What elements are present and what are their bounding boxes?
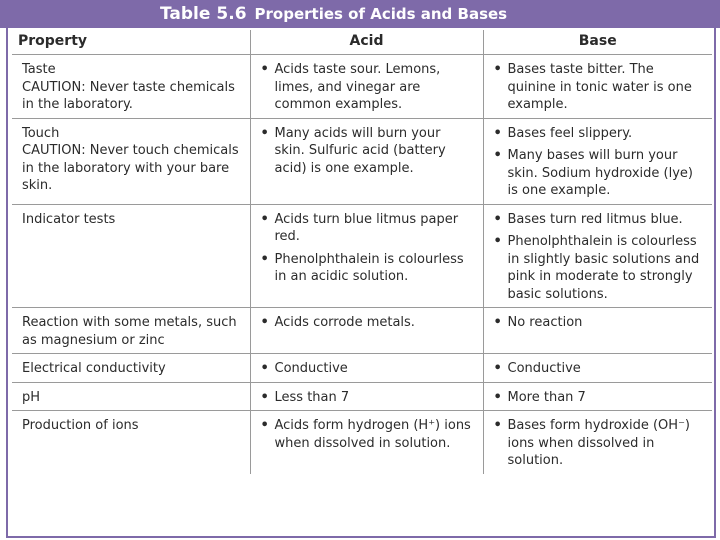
property-name: Production of ions <box>22 418 139 433</box>
acid-bullet-text: Acids taste sour. Lemons, limes, and vinegar are common examples. <box>274 62 441 112</box>
acid-bullet-list <box>259 314 475 332</box>
acid-bullet-list <box>259 61 475 114</box>
acid-bullet-text: Conductive <box>274 361 348 376</box>
table-title: Properties of Acids and Bases <box>254 5 508 23</box>
bullet-icon: • <box>493 389 502 405</box>
acid-cell <box>250 204 483 308</box>
bullet-icon: • <box>260 251 269 267</box>
base-cell <box>483 118 712 204</box>
base-bullet-list <box>492 314 705 332</box>
bullet-icon: • <box>493 418 502 433</box>
base-cell <box>483 382 712 411</box>
base-cell <box>483 204 712 308</box>
base-bullet-list <box>492 389 705 407</box>
acid-bullet-text: Many acids will burn your skin. Sulfuric acid (battery acid) is one example. <box>274 125 446 176</box>
property-cell <box>12 204 250 308</box>
base-bullet-text: Bases feel slippery. <box>507 125 633 141</box>
acid-cell <box>250 354 483 383</box>
acid-bullet-item <box>259 211 475 246</box>
bullet-icon: • <box>493 62 502 77</box>
acid-bullet-text: Phenolphthalein is colourless in an acidic solution. <box>274 251 464 284</box>
acid-bullet-item <box>259 61 475 114</box>
property-name: Indicator tests <box>22 211 116 227</box>
base-bullet-item <box>492 233 705 303</box>
base-cell <box>483 55 712 119</box>
bullet-icon: • <box>260 315 269 330</box>
bullet-icon: • <box>493 315 502 330</box>
acid-bullet-item <box>259 314 475 332</box>
base-bullet-text: Bases form hydroxide (OH⁻) ions when dissolved in solution. <box>507 418 691 468</box>
property-name: Electrical conductivity <box>22 361 166 376</box>
base-bullet-list <box>492 211 705 304</box>
base-bullet-text: Many bases will burn your skin. Sodium hydroxide (lye) is one example. <box>507 148 693 198</box>
table-row <box>12 118 712 204</box>
base-bullet-text: Bases taste bitter. The quinine in tonic water is one example. <box>507 62 692 112</box>
bullet-icon: • <box>493 125 502 141</box>
property-name: Reaction with some metals, such as magnesium or zinc <box>22 315 237 348</box>
base-bullet-item <box>492 417 705 470</box>
acid-bullet-list <box>259 125 475 178</box>
base-bullet-list <box>492 417 705 470</box>
acid-bullet-text: Less than 7 <box>274 389 350 405</box>
acid-cell <box>250 55 483 119</box>
bullet-icon: • <box>260 418 269 433</box>
base-bullet-text: Phenolphthalein is colourless in slightly basic solutions and pink in moderate to strongly basic solutions. <box>507 234 700 302</box>
property-cell <box>12 118 250 204</box>
acid-bullet-item <box>259 417 475 452</box>
header-acid: Acid <box>250 30 483 55</box>
table-row <box>12 382 712 411</box>
acid-bullet-item <box>259 125 475 178</box>
table-title-bar <box>0 0 720 28</box>
acid-bullet-text: Acids turn blue litmus paper red. <box>274 211 459 244</box>
base-bullet-text: Conductive <box>507 361 581 376</box>
acid-cell <box>250 411 483 474</box>
acid-bullet-list <box>259 389 475 407</box>
acid-bullet-item <box>259 389 475 407</box>
base-bullet-item <box>492 147 705 200</box>
bullet-icon: • <box>260 389 269 405</box>
acid-bullet-item <box>259 360 475 378</box>
base-bullet-item <box>492 125 705 143</box>
base-bullet-list <box>492 61 705 114</box>
table-row <box>12 411 712 474</box>
table-body <box>12 55 712 474</box>
bullet-icon: • <box>493 234 502 249</box>
acid-bullet-item <box>259 251 475 286</box>
bullet-icon: • <box>493 361 502 376</box>
property-cell <box>12 55 250 119</box>
table-row <box>12 308 712 354</box>
table-label: Table <box>160 4 211 24</box>
property-name: Taste <box>22 62 56 77</box>
property-cell <box>12 308 250 354</box>
property-name: pH <box>22 389 41 405</box>
bullet-icon: • <box>260 62 269 77</box>
base-bullet-item <box>492 389 705 407</box>
properties-table <box>12 30 712 474</box>
base-bullet-item <box>492 360 705 378</box>
header-property: Property <box>12 30 250 55</box>
bullet-icon: • <box>260 125 269 141</box>
base-bullet-list <box>492 125 705 200</box>
header-base: Base <box>483 30 712 55</box>
base-bullet-text: No reaction <box>507 315 583 330</box>
table-row <box>12 204 712 308</box>
table-row <box>12 354 712 383</box>
property-name: Touch <box>22 125 60 141</box>
acid-bullet-text: Acids form hydrogen (H⁺) ions when dissolved in solution. <box>274 418 471 451</box>
property-cell <box>12 354 250 383</box>
bullet-icon: • <box>260 361 269 376</box>
property-cell <box>12 411 250 474</box>
table-number: 5.6 <box>216 4 247 24</box>
base-cell <box>483 354 712 383</box>
property-caution: CAUTION: Never taste chemicals in the laboratory. <box>22 79 235 112</box>
acid-bullet-list <box>259 417 475 452</box>
acid-cell <box>250 118 483 204</box>
property-cell <box>12 382 250 411</box>
bullet-icon: • <box>260 211 269 227</box>
base-bullet-text: Bases turn red litmus blue. <box>507 211 683 227</box>
base-bullet-list <box>492 360 705 378</box>
acid-bullet-text: Acids corrode metals. <box>274 315 415 330</box>
bullet-icon: • <box>493 211 502 227</box>
base-bullet-item <box>492 314 705 332</box>
acid-bullet-list <box>259 211 475 286</box>
base-cell <box>483 308 712 354</box>
acid-cell <box>250 382 483 411</box>
acid-bullet-list <box>259 360 475 378</box>
base-bullet-item <box>492 61 705 114</box>
property-caution: CAUTION: Never touch chemicals in the laboratory with your bare skin. <box>22 143 239 193</box>
base-bullet-item <box>492 211 705 229</box>
table-row <box>12 55 712 119</box>
bullet-icon: • <box>493 148 502 163</box>
base-bullet-text: More than 7 <box>507 389 586 405</box>
base-cell <box>483 411 712 474</box>
acid-cell <box>250 308 483 354</box>
header-row <box>12 30 712 55</box>
